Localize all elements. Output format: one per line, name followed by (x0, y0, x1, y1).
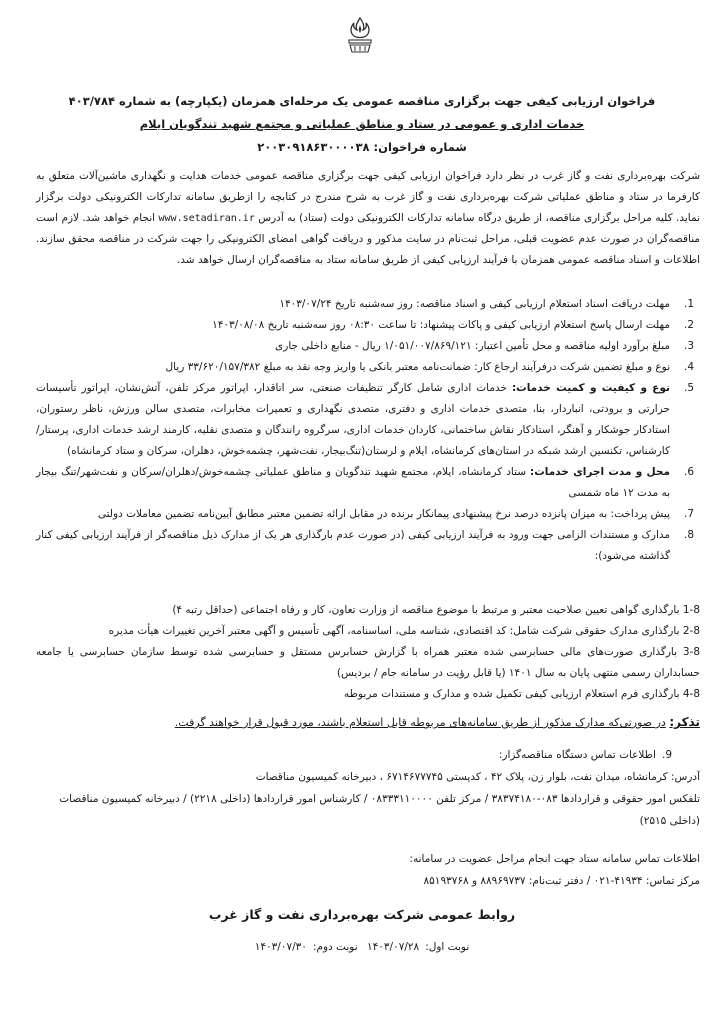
contact-phones: تلفکس امور حقوقی و قراردادها ۰۸۳-۳۸۳۷۴۱۸۰ / مرکز تلفن ۰۸۳۳۳۱۱۰۰۰۰ / کارشناس امور قراردادها (داخلی ۲۲۱۸) / دبیرخانه کمیسیون مناقصات (داخلی ۲۵۱۵) (59, 793, 700, 827)
contact-section (36, 744, 700, 832)
required-documents-list (36, 600, 700, 705)
list-item: 3. مبلغ برآورد اولیه مناقصه و محل تأمین اعتبار: ۱/۰۵۱/۰۰۷/۸۶۹/۱۲۱ ریال - منابع داخلی جاری (275, 340, 694, 352)
note-text: در صورتی‌که مدارک مذکور از طریق سامانه‌های مربوطه قابل استعلام باشند، مورد قبول قرار خواهند گرفت. (174, 716, 666, 729)
sub-list-item: 1-8 بارگذاری گواهی تعیین صلاحیت معتبر و مرتبط با موضوع مناقصه از وزارت تعاون، کار و رفاه اجتماعی (حداقل رتبه ۴) (172, 604, 700, 616)
contact-address: آدرس: کرمانشاه، میدان نفت، بلوار زن، پلاک ۴۲ ، کدپستی ۶۷۱۴۶۷۷۷۴۵ ، دبیرخانه کمیسیون مناقصات (255, 771, 700, 783)
setad-contact-section (36, 848, 700, 892)
sub-list-item: 4-8 بارگذاری فرم استعلام ارزیابی کیفی تکمیل شده و مدارک و مستندات مربوطه (343, 688, 700, 700)
setad-heading: اطلاعات تماس سامانه ستاد جهت انجام مراحل عضویت در سامانه: (409, 853, 700, 865)
sub-list-item: 3-8 بارگذاری صورت‌های مالی حسابرسی شده معتبر همراه با گزارش حسابرس مستقل و حسابرسی شده توسط سازمان حسابرسی یا جامعه حسابداران رسمی منتهی پایان به سال ۱۴۰۱ (یا قابل رؤیت در سامانه جام / بردیس) (36, 646, 700, 679)
intro-paragraph: شرکت بهره‌برداری نفت و گاز غرب در نظر دارد فراخوان ارزیابی کیفی جهت برگزاری مناقصه عمومی خدمات هدایت و نگهداری ماشین‌آلات متعلق به کارفرما در ستاد و مناطق عملیاتی شرکت بهره‌برداری نفت و گاز غرب به شرح مندرج در کتابچه را ازطریق سامانه تدارکات الکترونیکی دولت برگزار نماید. کلیه مراحل برگزاری مناقصه، از طریق درگاه سامانه تدارکات الکترونیکی دولت (ستاد) به آدرس www.setadiran.ir انجام خواهد شد. لازم است مناقصه‌گران در صورت عدم عضویت قبلی، مراحل ثبت‌نام در سایت مذکور و دریافت گواهی امضای الکترونیکی را جهت شرکت در مناقصه محقق سازند. اطلاعات و اسناد مناقصه عمومی همزمان با فرآیند ارزیابی کیفی از طریق سامانه ستاد به مناقصه‌گران ارسال خواهد شد. (36, 170, 700, 266)
publication-dates: نوبت اول:۱۴۰۳/۰۷/۲۸ نوبت دوم:۱۴۰۳/۰۷/۳۰ (254, 941, 470, 953)
conditions-list (36, 294, 700, 567)
publisher-name: روابط عمومی شرکت بهره‌برداری نفت و گاز غرب (208, 907, 516, 922)
list-item: 5. نوع و کیفیت و کمیت خدمات: خدمات اداری شامل کارگر تنظیفات صنعتی، سر اتاقدار، اپراتور مرکز تلفن، آتش‌نشان، اپراتور تأسیسات حرارتی و برودتی، انباردار، بنا، متصدی خدمات اداری و دفتری، متصدی نگهداری و تعمیرات مخابرات، متصدی سالن ورزش، ناظر رستوران، استادکار جوشکار و آهنگر، استادکار نقاش ساختمانی، کاردان خدمات اداری، سرگروه رانندگان و متصدی نقلیه، کارمند ارشد خدمات اداری، پرستار/کارشناس، تکنسین ارشد شبکه در استان‌های کرمانشاه، ایلام و لرستان(تنگ‌بیجار، نفت‌شهر، چشمه‌خوش، دهلران، سرکان و ستاد کرمانشاه) (36, 382, 694, 457)
contact-heading: 9.اطلاعات تماس دستگاه مناقصه‌گزار: (498, 749, 672, 761)
list-item: 2. مهلت ارسال پاسخ استعلام ارزیابی کیفی و پاکات پیشنهاد: تا ساعت ۰۸:۳۰ روز سه‌شنبه تاریخ ۱۴۰۳/۰۸/۰۸ (212, 319, 694, 331)
note-label: تذکر: (669, 715, 700, 729)
setad-phones: مرکز تماس: ۴۱۹۳۴-۰۲۱ / دفتر ثبت‌نام: ۸۸۹۶۹۷۳۷ و ۸۵۱۹۳۷۶۸ (423, 875, 700, 887)
list-item: 1. مهلت دریافت اسناد استعلام ارزیابی کیفی و اسناد مناقصه: روز سه‌شنبه تاریخ ۱۴۰۳/۰۷/۲۴ (279, 298, 694, 310)
note (36, 712, 700, 733)
list-item: 6. محل و مدت اجرای خدمات: ستاد کرمانشاه، ایلام، مجتمع شهید تندگویان و مناطق عملیاتی چشمه‌خوش/دهلران/سرکان و نفت‌شهر/تنگ بیجار به مدت ۱۲ ماه شمسی (36, 466, 694, 499)
sub-list-item: 2-8 بارگذاری مدارک حقوقی شرکت شامل: کد اقتصادی، شناسه ملی، اساسنامه، آگهی تأسیس و آگهی معتبر آخرین تغییرات هیأت مدیره (108, 625, 700, 637)
notice-subtitle: خدمات اداری و عمومی در ستاد و مناطق عملیاتی و مجتمع شهید تندگویان ایلام (139, 117, 585, 131)
list-item: 8. مدارک و مستندات الزامی جهت ورود به فرآیند ارزیابی کیفی (در صورت عدم بارگذاری هر یک از مدارک ذیل مناقصه‌گر از فرآیند ارزیابی کیفی کنار گذاشته می‌شود): (36, 529, 694, 562)
notice-title: فراخوان ارزیابی کیفی جهت برگزاری مناقصه عمومی یک مرحله‌ای همزمان (یکپارچه) به شماره ۴۰۳/۷۸۴ (68, 94, 656, 108)
setad-website-link[interactable]: www.setadiran.ir (158, 213, 255, 224)
call-number: شماره فراخوان: ۲۰۰۳۰۹۱۸۶۳۰۰۰۰۳۸ (257, 140, 467, 154)
list-item: 4. نوع و مبلغ تضمین شرکت درفرآیند ارجاع کار: ضمانت‌نامه معتبر بانکی یا واریز وجه نقد به مبلغ ۳۳/۶۲۰/۱۵۷/۳۸۲ ریال (165, 361, 694, 373)
nioc-flame-logo-icon (338, 14, 382, 58)
list-item: 7. پیش پرداخت: به میزان پانزده درصد نرخ پیشنهادی پیمانکار برنده در مقابل ارائه تضمین معتبر مطابق آیین‌نامه تضمین معاملات دولتی (97, 508, 694, 520)
